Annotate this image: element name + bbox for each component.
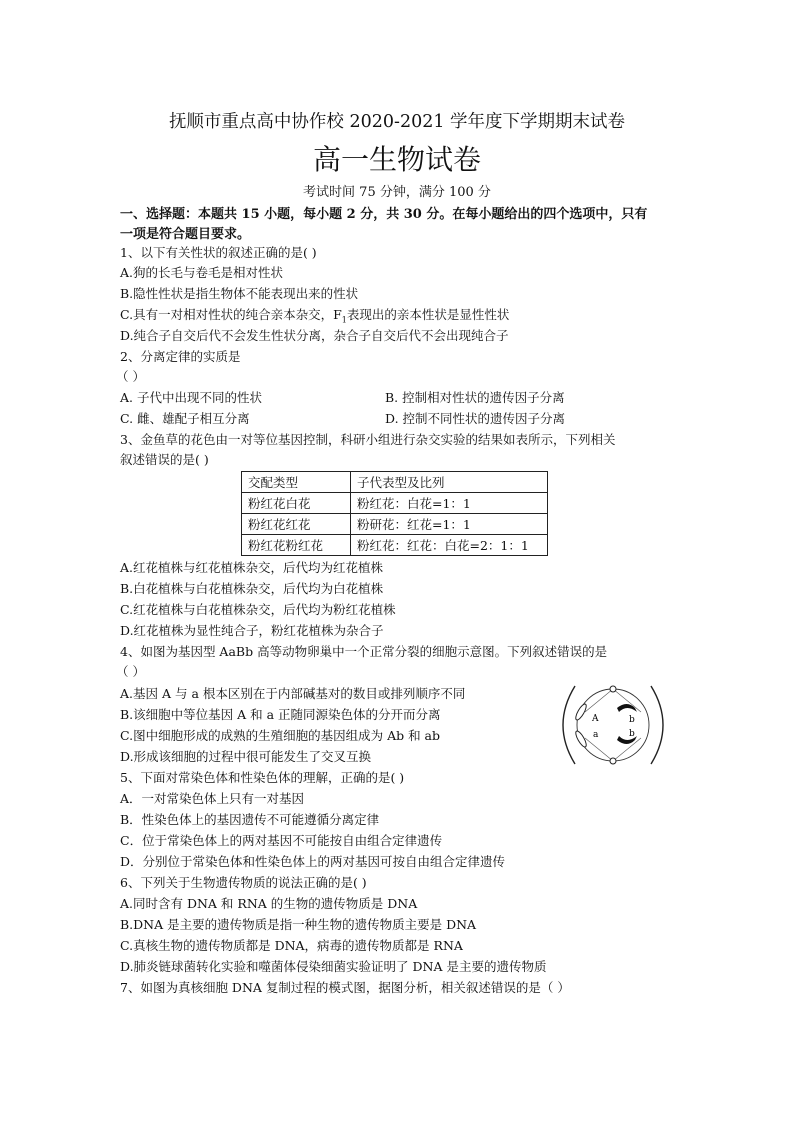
- spindle-fiber: [613, 689, 641, 712]
- q5-option-c: C．位于常染色体上的两对基因不可能按自由组合定律遗传: [120, 833, 443, 848]
- q3-option-b: B.白花植株与白花植株杂交，后代均为白花植株: [120, 581, 384, 596]
- q4-option-a: A.基因 A 与 a 根本区别在于内部碱基对的数目或排列顺序不同: [120, 686, 466, 701]
- q2-option-c: C. 雌、雄配子相互分离: [120, 411, 250, 426]
- q1-option-b: B.隐性性状是指生物体不能表现出来的性状: [120, 286, 359, 301]
- q3-cross-table: [241, 471, 548, 556]
- table-header-cell: 交配类型: [242, 472, 351, 493]
- table-cell: 粉红花粉红花: [242, 535, 351, 556]
- q1-option-c-subscript: 1: [341, 315, 347, 325]
- q1-option-d: D.纯合子自交后代不会发生性状分离，杂合子自交后代不会出现纯合子: [120, 328, 509, 343]
- q3-option-a: A.红花植株与红花植株杂交，后代均为红花植株: [120, 560, 384, 575]
- q6-option-b: B.DNA 是主要的遗传物质是指一种生物的遗传物质主要是 DNA: [120, 917, 477, 932]
- q5-option-d: D．分别位于常染色体和性染色体上的两对基因可按自由组合定律遗传: [120, 854, 506, 869]
- q6-option-c: C.真核生物的遗传物质都是 DNA，病毒的遗传物质都是 RNA: [120, 938, 463, 953]
- section-heading-line1: 一、选择题：本题共 15 小题，每小题 2 分，共 30 分。在每小题给出的四个选项中，只有: [120, 207, 648, 222]
- q2-answer-paren: （ ）: [116, 369, 145, 384]
- q2-option-a: A. 子代中出现不同的性状: [120, 390, 262, 405]
- q4-option-d: D.形成该细胞的过程中很可能发生了交叉互换: [120, 749, 372, 764]
- q6-stem: 6、下列关于生物遗传物质的说法正确的是( ): [120, 875, 367, 890]
- chromosome-left-upper: [574, 703, 588, 722]
- subject-title: 高一生物试卷: [312, 143, 481, 176]
- centriole-bottom: [610, 758, 616, 764]
- spindle-fiber: [585, 689, 613, 712]
- q3-stem-line2: 叙述错误的是( ): [120, 452, 209, 467]
- q2-option-b: B. 控制相对性状的遗传因子分离: [385, 390, 565, 405]
- q4-option-b: B.该细胞中等位基因 A 和 a 正随同源染色体的分开而分离: [120, 707, 441, 722]
- exam-info: 考试时间 75 分钟，满分 100 分: [303, 185, 491, 200]
- q3-option-c: C.红花植株与白花植株杂交，后代均为粉红花植株: [120, 602, 396, 617]
- table-header-cell: 子代表型及比列: [351, 472, 548, 493]
- table-cell: 粉红花白花: [242, 493, 351, 514]
- q4-answer-paren: （ ）: [116, 664, 145, 679]
- chromosome-right-upper: [617, 704, 637, 712]
- gene-label-b-bottom: b: [629, 729, 635, 739]
- table-cell: 粉红花红花: [242, 514, 351, 535]
- table-cell: 粉红花：红花：白花=2：1：1: [351, 535, 548, 556]
- q5-option-b: B．性染色体上的基因遗传不可能遵循分离定律: [120, 812, 380, 827]
- table-cell: 粉红花：白花=1：1: [351, 493, 548, 514]
- cell-membrane-right: [651, 686, 663, 764]
- q2-option-d: D. 控制不同性状的遗传因子分离: [385, 411, 566, 426]
- q7-stem: 7、如图为真核细胞 DNA 复制过程的模式图，据图分析，相关叙述错误的是（ ）: [120, 980, 570, 995]
- table-row: [242, 493, 548, 514]
- table-row: [242, 535, 548, 556]
- q1-stem: 1、以下有关性状的叙述正确的是( ): [120, 245, 317, 260]
- spindle-outline: [577, 689, 649, 761]
- table-row: [242, 514, 548, 535]
- cell-division-figure: [555, 682, 671, 768]
- q5-option-a: A．一对常染色体上只有一对基因: [120, 791, 305, 806]
- gene-label-A: A: [592, 714, 599, 724]
- q3-option-d: D.红花植株为显性纯合子，粉红花植株为杂合子: [120, 623, 384, 638]
- table-header-row: [242, 472, 548, 493]
- section-heading-line2: 一项是符合题目要求。: [120, 227, 251, 242]
- q2-stem: 2、分离定律的实质是: [120, 349, 241, 364]
- cell-membrane-left: [563, 686, 575, 764]
- table-cell: 粉研花：红花=1：1: [351, 514, 548, 535]
- q1-option-a: A.狗的长毛与卷毛是相对性状: [120, 265, 284, 280]
- spindle-fiber: [585, 738, 613, 761]
- q6-option-a: A.同时含有 DNA 和 RNA 的生物的遗传物质是 DNA: [120, 896, 418, 911]
- q1-option-c-rest: 表现出的亲本性状是显性性状: [346, 307, 510, 322]
- school-title: 抚顺市重点高中协作校 2020-2021 学年度下学期期末试卷: [168, 112, 626, 132]
- q6-option-d: D.肺炎链球菌转化实验和噬菌体侵染细菌实验证明了 DNA 是主要的遗传物质: [120, 959, 547, 974]
- gene-label-a: a: [593, 730, 599, 740]
- q4-option-c: C.图中细胞形成的成熟的生殖细胞的基因组成为 Ab 和 ab: [120, 728, 440, 743]
- gene-label-b-top: b: [629, 715, 635, 725]
- centriole-top: [610, 686, 616, 692]
- q1-option-c: [120, 307, 509, 329]
- q4-stem: 4、如图为基因型 AaBb 高等动物卵巢中一个正常分裂的细胞示意图。下列叙述错误的是: [120, 644, 608, 659]
- q3-stem-line1: 3、金鱼草的花色由一对等位基因控制，科研小组进行杂交实验的结果如表所示，下列相关: [120, 432, 616, 447]
- q1-option-c-text: C.具有一对相对性状的纯合亲本杂交，F: [120, 307, 342, 322]
- q5-stem: 5、下面对常染色体和性染色体的理解，正确的是( ): [120, 770, 405, 785]
